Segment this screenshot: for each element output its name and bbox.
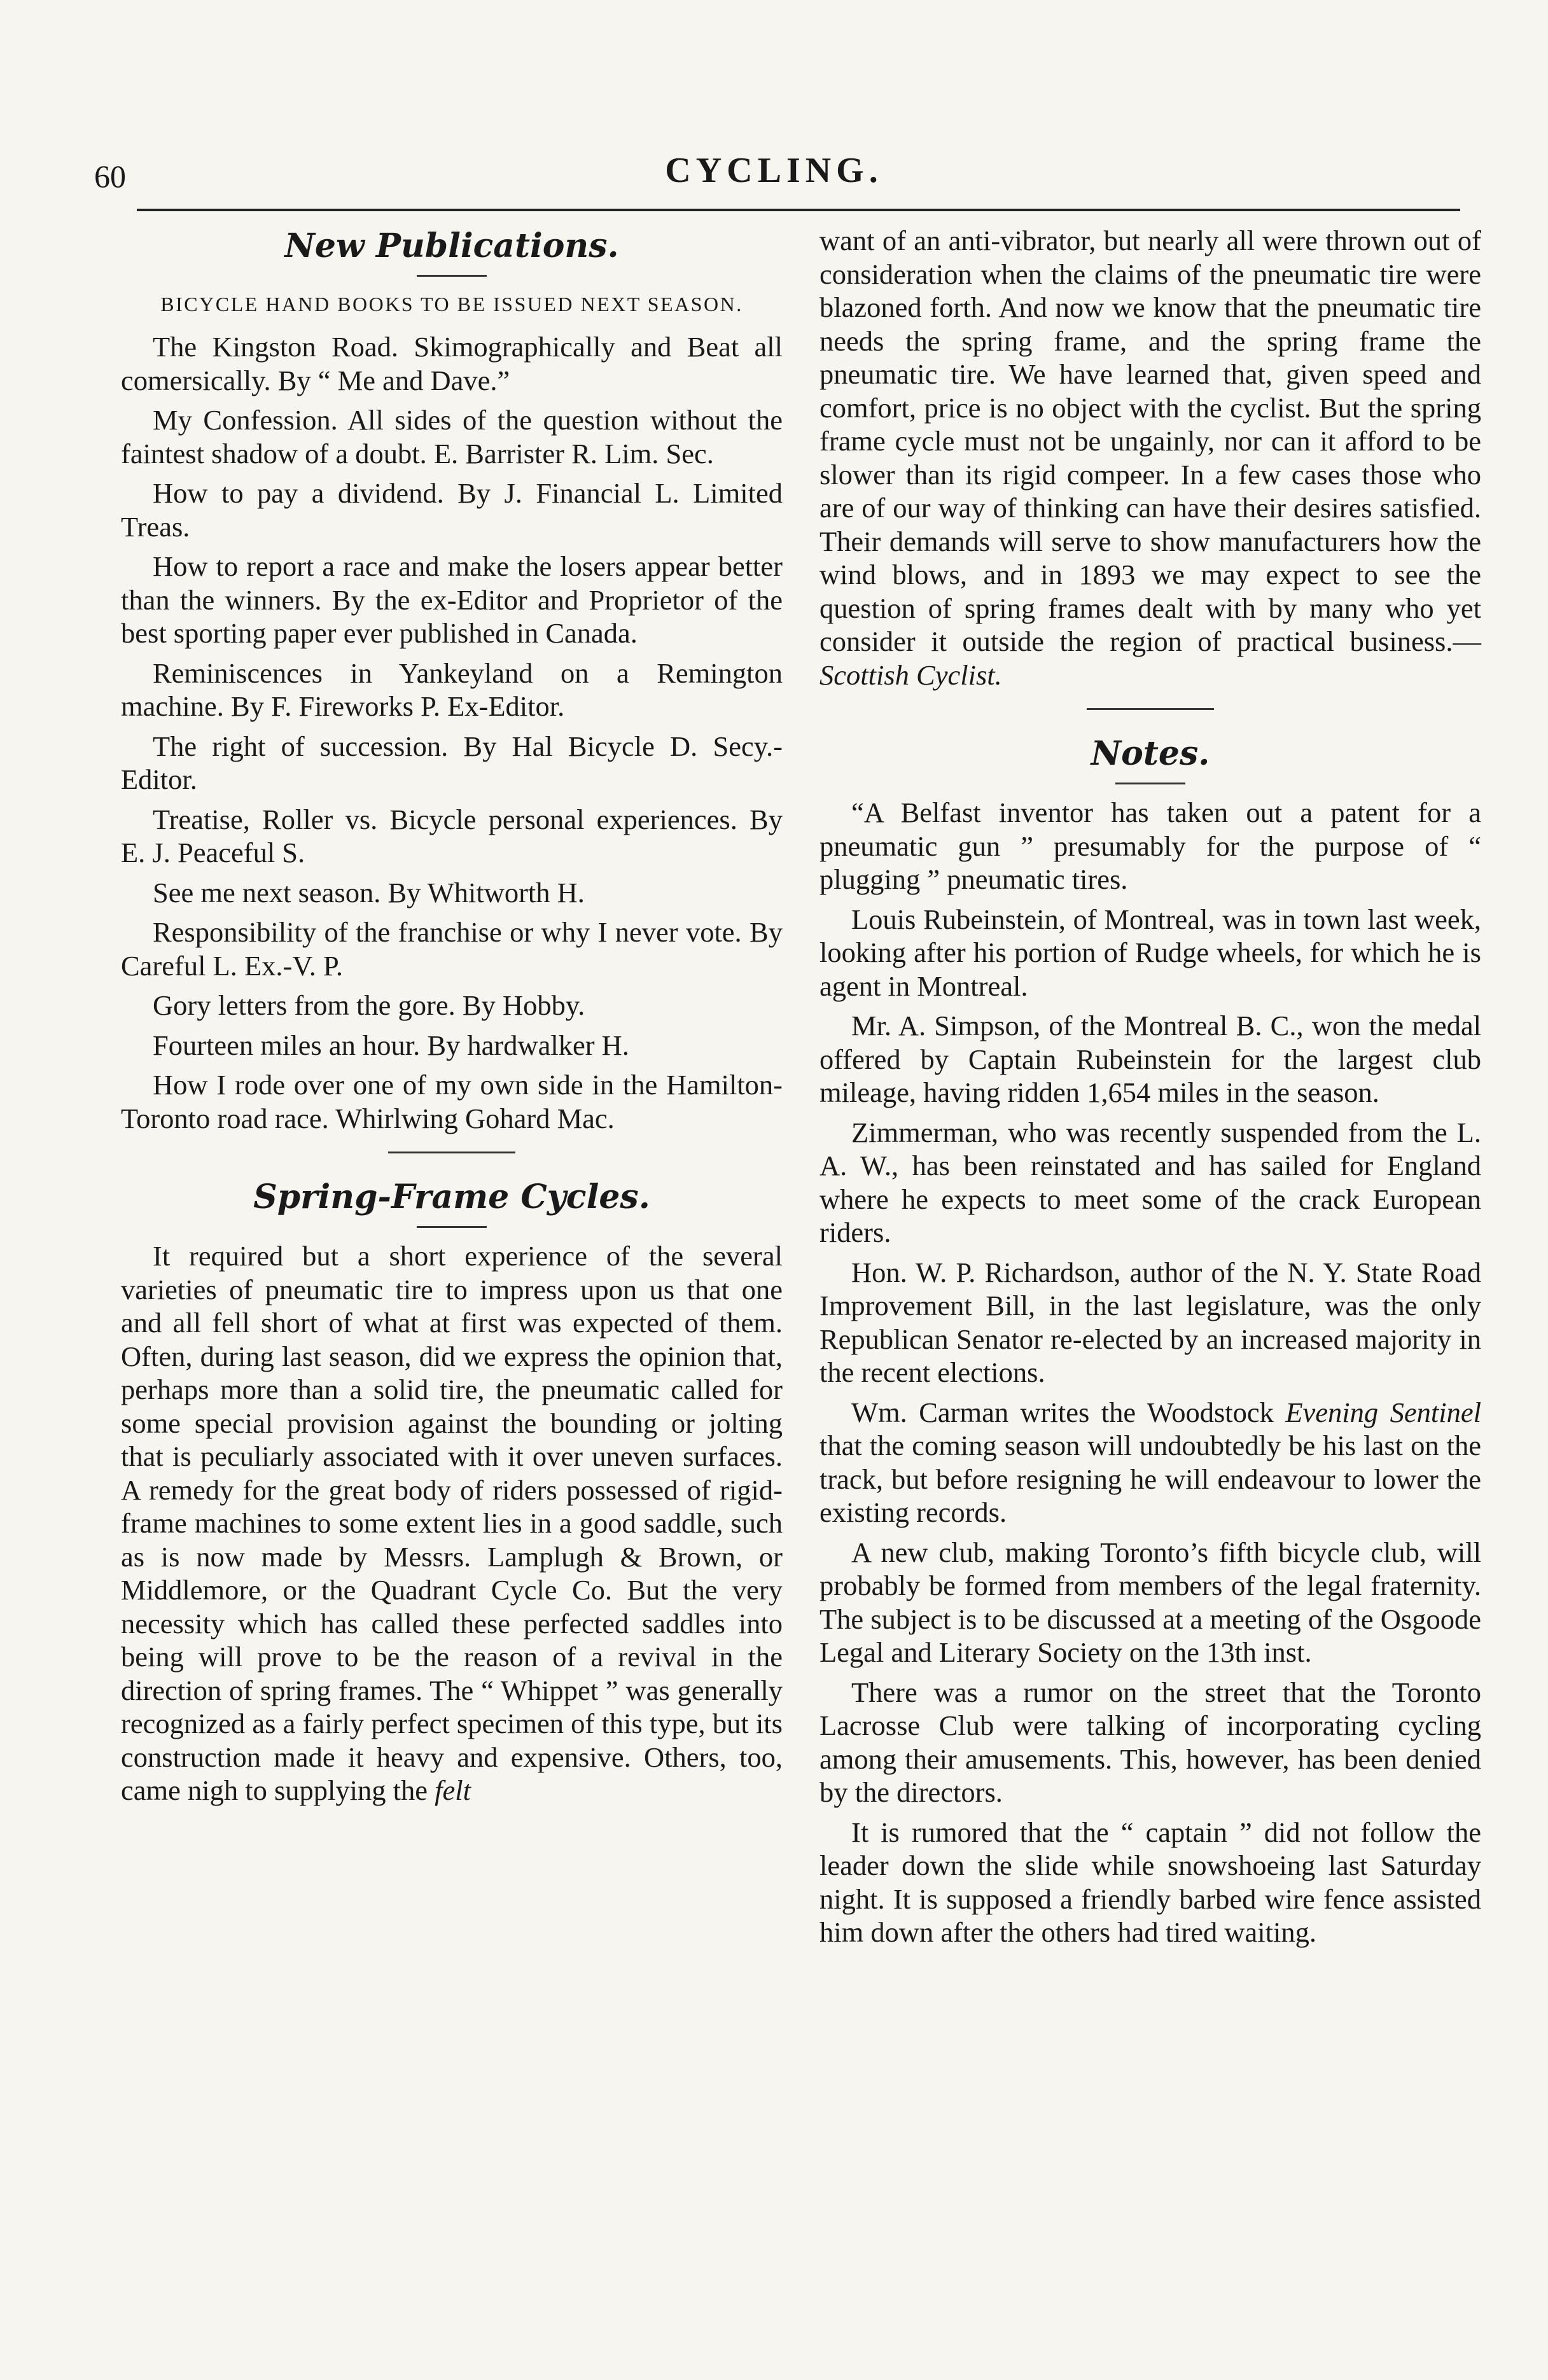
spring-frame-heading: Spring-Frame Cycles.: [253, 1178, 650, 1216]
spring-frame-text-b: want of an anti-vibrator, but nearly all were thrown out of consideration when the claims of the pneumatic tire were blazoned forth. And now we know that the pneumatic tire needs the spring frame, and the spring frame the pneumatic tire. We have learned that, given speed and comfort, price is no object with the cyclist. But the spring frame cycle must not be ungainly, nor can it afford to be slower than its rigid compeer. In a few cases those who are of our way of thinking can have their desires satisfied. Their demands will serve to show manufacturers how the wind blows, and in 1893 we may expect to see the question of spring frames dealt with by many who yet consider it outside the region of practical business.—: [819, 225, 1481, 657]
heading-rule: [1115, 783, 1185, 784]
article-source: Scottish Cyclist.: [819, 658, 1002, 691]
note-paragraph: There was a rumor on the street that the Toronto Lacrosse Club were talking of incorporating cycling among their amusements. This, however, has been denied by the directors.: [819, 1676, 1481, 1808]
spring-frame-emphasis: felt: [435, 1774, 471, 1806]
note-paragraph: A new club, making Toronto’s fifth bicycle club, will probably be formed from members of the legal fraternity. The subject is to be discussed at a meeting of the Osgoode Legal and Literary Society on the 13th inst.: [819, 1536, 1481, 1668]
page-number: 60: [94, 158, 126, 194]
publication-item: My Confession. All sides of the question without the faintest shadow of a doubt. E. Barrister R. Lim. Sec.: [121, 404, 783, 470]
note-paragraph: “A Belfast inventor has taken out a patent for a pneumatic gun ” presumably for the purpose of “ plugging ” pneumatic tires.: [819, 797, 1481, 895]
publication-item: How to report a race and make the losers appear better than the winners. By the ex-Editor and Proprietor of the best sporting paper ever published in Canada.: [121, 550, 783, 649]
publication-item: See me next season. By Whitworth H.: [153, 876, 585, 908]
note-paragraph: [819, 1396, 1481, 1529]
new-publications-subheading: BICYCLE HAND BOOKS TO BE ISSUED NEXT SEASON.: [160, 293, 743, 316]
heading-rule: [417, 275, 487, 277]
publication-item: The Kingston Road. Skimographically and Beat all comersically. By “ Me and Dave.”: [121, 331, 783, 396]
running-head: CYCLING.: [665, 151, 883, 190]
note-text-a: Wm. Carman writes the Woodstock: [851, 1396, 1286, 1428]
note-paragraph: Zimmerman, who was recently suspended from the L. A. W., has been reinstated and has sailed for England where he expects to meet some of the crack European riders.: [819, 1116, 1481, 1248]
spring-frame-paragraph-part-1: [121, 1239, 783, 1807]
publication-item: Fourteen miles an hour. By hardwalker H.: [153, 1029, 629, 1061]
new-publications-heading: New Publications.: [284, 226, 619, 265]
header-rule: [137, 209, 1460, 211]
publication-item: Treatise, Roller vs. Bicycle personal experiences. By E. J. Peaceful S.: [121, 803, 783, 868]
notes-heading: Notes.: [1091, 734, 1210, 773]
note-paragraph: Hon. W. P. Richardson, author of the N. Y. State Road Improvement Bill, in the last legislature, was the only Republican Senator re-elected by an increased majority in the recent elections.: [819, 1256, 1481, 1388]
publication-item: Gory letters from the gore. By Hobby.: [153, 989, 585, 1021]
newspaper-title: Evening Sentinel: [1285, 1396, 1481, 1428]
left-column: [121, 224, 783, 1814]
note-paragraph: It is rumored that the “ captain ” did not follow the leader down the slide while snowshoeing last Saturday night. It is supposed a friendly barbed wire fence assisted him down after the others had tired waiting.: [819, 1816, 1481, 1948]
note-text-b: that the coming season will undoubtedly be his last on the track, but before resigning he will endeavour to lower the existing records.: [819, 1430, 1481, 1528]
publication-item: How to pay a dividend. By J. Financial L. Limited Treas.: [121, 477, 783, 543]
publication-item: The right of succession. By Hal Bicycle D. Secy.-Editor.: [121, 730, 783, 795]
heading-rule: [417, 1226, 487, 1228]
note-paragraph: Louis Rubeinstein, of Montreal, was in town last week, looking after his portion of Rudge wheels, for which he is agent in Montreal.: [819, 903, 1481, 1002]
publication-item: Reminiscences in Yankeyland on a Remington machine. By F. Fireworks P. Ex-Editor.: [121, 657, 783, 722]
spring-frame-text-a: It required but a short experience of the several varieties of pneumatic tire to impress upon us that one and all fell short of what at first was expected of them. Often, during last season, did we express the opinion that, perhaps more than a solid tire, the pneumatic called for some special provision against the bounding or jolting that is peculiarly associated with it over uneven surfaces. A remedy for the great body of riders possessed of rigid-frame machines to some extent lies in a good saddle, such as is now made by Messrs. Lamplugh & Brown, or Middlemore, or the Quadrant Cycle Co. But the very necessity which has called these perfected saddles into being will prove to be the reason of a revival in the direction of spring frames. The “ Whippet ” was generally recognized as a fairly perfect specimen of this type, but its construction made it heavy and expensive. Others, too, came nigh to supplying the: [121, 1240, 783, 1806]
note-paragraph: Mr. A. Simpson, of the Montreal B. C., won the medal offered by Captain Rubeinstein for the largest club mileage, having ridden 1,654 miles in the season.: [819, 1010, 1481, 1108]
publication-item: Responsibility of the franchise or why I never vote. By Careful L. Ex.-V. P.: [121, 916, 783, 982]
section-separator: [1087, 708, 1214, 710]
spring-frame-paragraph-part-2: [819, 224, 1481, 692]
section-separator: [388, 1152, 515, 1153]
right-column: [819, 224, 1481, 1956]
publication-item: How I rode over one of my own side in the Hamilton-Toronto road race. Whirlwing Gohard Mac.: [121, 1069, 783, 1134]
